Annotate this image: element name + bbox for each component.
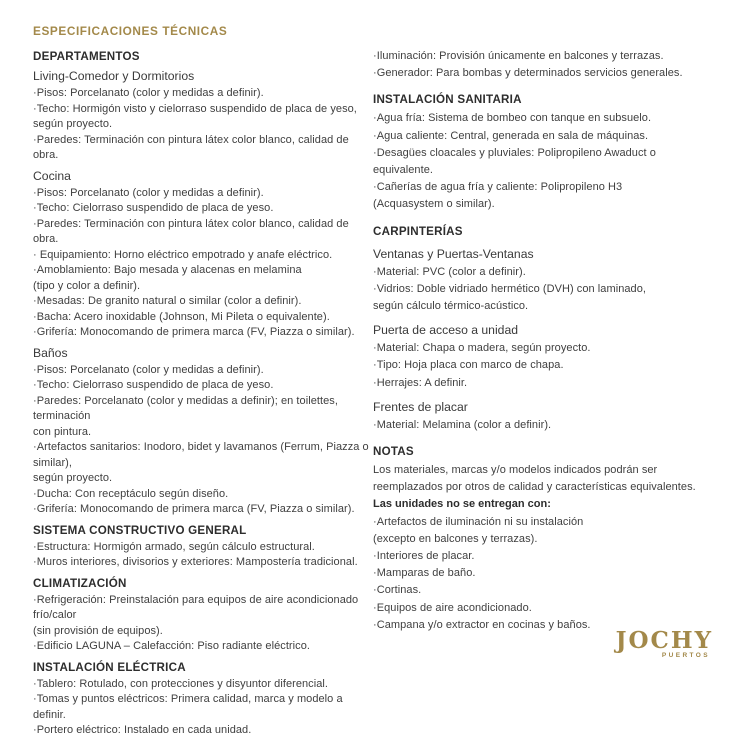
spec-line: ·Refrigeración: Preinstalación para equipos de aire acondicionado frío/calor — [33, 593, 359, 621]
section-heading: CLIMATIZACIÓN — [33, 576, 127, 590]
subheading: Puerta de acceso a unidad — [373, 323, 519, 338]
section-heading: DEPARTAMENTOS — [33, 50, 140, 63]
spec-line: ·Pisos: Porcelanato (color y medidas a definir). — [33, 186, 264, 199]
spec-line: (excepto en balcones y terrazas). — [373, 532, 538, 545]
section-heading: NOTAS — [373, 445, 414, 459]
brand-logo-subtext: PUERTOS — [661, 652, 710, 659]
spec-line: · Equipamiento: Horno eléctrico empotrado y anafe eléctrico. — [33, 248, 333, 261]
spec-line: ·Iluminación: Provisión únicamente en balcones y terrazas. — [373, 50, 664, 62]
spec-line: ·Tipo: Hoja placa con marco de chapa. — [373, 359, 564, 372]
spec-line: ·Artefactos de iluminación ni su instalación — [373, 515, 584, 528]
left-column — [33, 44, 373, 739]
spec-line: ·Equipos de aire acondicionado. — [373, 601, 532, 614]
spec-line: ·Generador: Para bombas y determinados servicios generales. — [373, 67, 683, 80]
spec-line: ·Herrajes: A definir. — [373, 376, 468, 389]
spec-line: ·Artefactos sanitarios: Inodoro, bidet y lavamanos (Ferrum, Piazza o similar), — [33, 441, 369, 469]
spec-line: ·Estructura: Hormigón armado, según cálculo estructural. — [33, 540, 315, 553]
spec-line: ·Material: PVC (color a definir). — [373, 265, 526, 278]
spec-line: (tipo y color a definir). — [33, 279, 141, 292]
spec-line: con pintura. — [33, 425, 92, 438]
spec-line: según cálculo térmico-acústico. — [373, 300, 529, 313]
subheading: Living-Comedor y Dormitorios — [33, 69, 195, 83]
spec-line: ·Material: Melamina (color a definir). — [373, 418, 552, 431]
spec-line: ·Edificio LAGUNA – Calefacción: Piso radiante eléctrico. — [33, 640, 310, 652]
spec-line: (Acquasystem o similar). — [373, 198, 495, 211]
page-title: ESPECIFICACIONES TÉCNICAS — [33, 24, 228, 38]
spec-line: ·Paredes: Porcelanato (color y medidas a definir); en toilettes, terminación — [33, 394, 338, 422]
spec-line: ·Tomas y puntos eléctricos: Primera calidad, marca y modelo a definir. — [33, 693, 343, 721]
spec-line: ·Interiores de placar. — [373, 550, 475, 563]
spec-line: ·Material: Chapa o madera, según proyecto. — [373, 342, 591, 355]
spec-line: ·Agua fría: Sistema de bombeo con tanque en subsuelo. — [373, 112, 652, 125]
spec-line: ·Campana y/o extractor en cocinas y baños. — [373, 618, 591, 631]
spec-line: ·Pisos: Porcelanato (color y medidas a definir). — [33, 363, 264, 376]
content-columns — [33, 44, 717, 739]
spec-line: ·Techo: Hormigón visto y cielorraso suspendido de placa de yeso, — [33, 102, 357, 115]
spec-line: (sin provisión de equipos). — [33, 624, 163, 637]
spec-line: ·Desagües cloacales y pluviales: Polipropileno Awaduct o equivalente. — [373, 146, 656, 177]
spec-line: ·Grifería: Monocomando de primera marca (FV, Piazza o similar). — [33, 503, 355, 515]
subheading: Frentes de placar — [373, 399, 468, 414]
subheading: Cocina — [33, 168, 71, 183]
right-column — [373, 44, 717, 634]
section-heading: CARPINTERÍAS — [373, 224, 463, 238]
spec-line: ·Agua caliente: Central, generada en sala de máquinas. — [373, 129, 649, 142]
spec-line: ·Grifería: Monocomando de primera marca (FV, Piazza o similar). — [33, 326, 355, 338]
spec-line: ·Paredes: Terminación con pintura látex color blanco, calidad de obra. — [33, 133, 349, 161]
subheading: Ventanas y Puertas-Ventanas — [373, 246, 534, 261]
spec-line: reemplazados por otros de calidad y características equivalentes. — [373, 481, 696, 494]
spec-line: según proyecto. — [33, 472, 113, 484]
note-emphasis-line: Las unidades no se entregan con: — [373, 498, 551, 511]
spec-line: ·Mesadas: De granito natural o similar (color a definir). — [33, 295, 302, 307]
spec-line: ·Pisos: Porcelanato (color y medidas a definir). — [33, 87, 264, 99]
spec-line: ·Muros interiores, divisorios y exteriores: Mampostería tradicional. — [33, 556, 358, 568]
spec-line: ·Cañerías de agua fría y caliente: Polipropileno H3 — [373, 181, 623, 194]
spec-line: ·Amoblamiento: Bajo mesada y alacenas en melamina — [33, 264, 302, 276]
spec-line: ·Portero eléctrico: Instalado en cada unidad. — [33, 724, 252, 736]
spec-line: ·Techo: Cielorraso suspendido de placa de yeso. — [33, 379, 274, 391]
brand-logo — [616, 629, 713, 660]
spec-line: ·Vidrios: Doble vidriado hermético (DVH) con laminado, — [373, 282, 646, 295]
spec-line: ·Tablero: Rotulado, con protecciones y disyuntor diferencial. — [33, 677, 329, 690]
spec-line: ·Paredes: Terminación con pintura látex color blanco, calidad de obra. — [33, 217, 349, 245]
spec-line: ·Techo: Cielorraso suspendido de placa de yeso. — [33, 202, 274, 214]
spec-line: ·Bacha: Acero inoxidable (Johnson, Mi Pileta o equivalente). — [33, 310, 330, 323]
brand-logo-wordmark: JOCHY — [615, 627, 713, 654]
spec-line: Los materiales, marcas y/o modelos indicados podrán ser — [373, 464, 658, 477]
section-heading: INSTALACIÓN ELÉCTRICA — [33, 660, 186, 674]
spec-line: ·Mamparas de baño. — [373, 567, 476, 580]
spec-line: según proyecto. — [33, 118, 113, 130]
subheading: Baños — [33, 345, 68, 360]
spec-line: ·Ducha: Con receptáculo según diseño. — [33, 487, 229, 500]
spec-line: ·Cortinas. — [373, 584, 422, 597]
section-heading: INSTALACIÓN SANITARIA — [373, 93, 522, 107]
section-heading: SISTEMA CONSTRUCTIVO GENERAL — [33, 523, 247, 537]
